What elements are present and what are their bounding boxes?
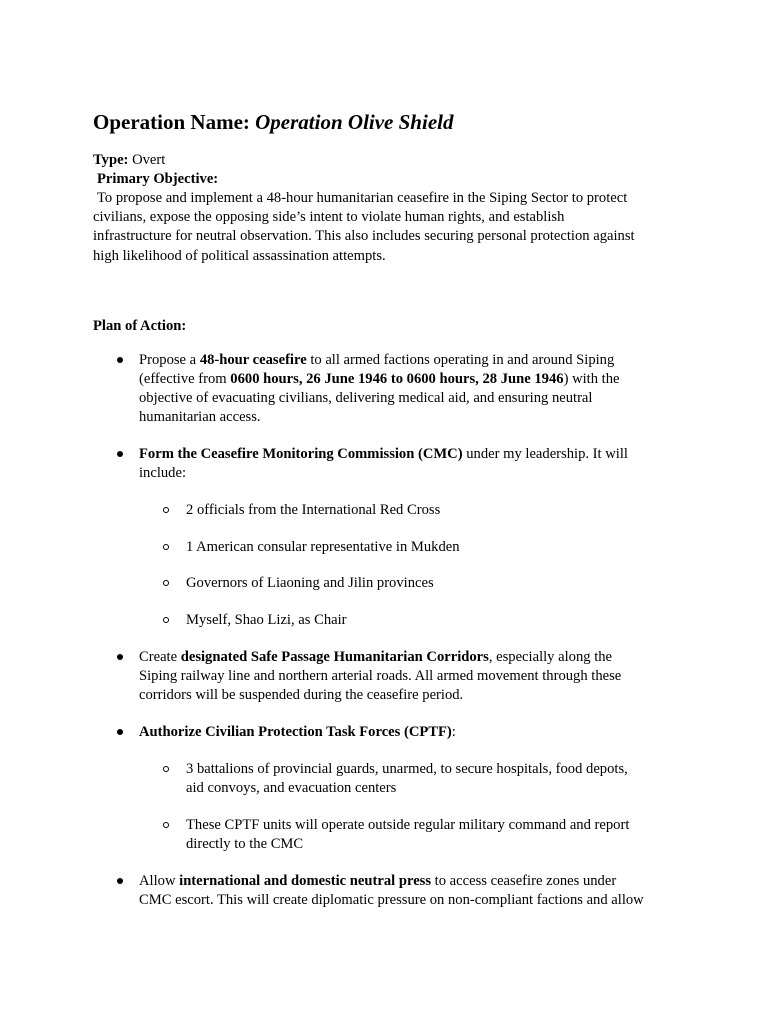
item5-line-1	[139, 872, 616, 891]
cmc-member-4: Myself, Shao Lizi, as Chair	[186, 612, 347, 628]
item2-line-1	[139, 445, 628, 464]
sub-bullet-icon	[163, 507, 169, 513]
objective-line-4: high likelihood of political assassination attempts.	[93, 248, 386, 264]
bullet-icon	[117, 654, 123, 660]
item1-text: Propose a	[139, 352, 200, 368]
item3-text: Create	[139, 649, 181, 665]
sub-bullet-icon	[163, 822, 169, 828]
item1-emphasis: 48-hour ceasefire	[199, 352, 307, 368]
item1-text: (effective from	[139, 371, 231, 387]
cptf-detail-1-line-2: aid convoys, and evacuation centers	[186, 780, 397, 796]
item3-line-3: corridors will be suspended during the ceasefire period.	[139, 687, 464, 703]
operation-name-label: Operation Name:	[93, 110, 250, 134]
objective-line-3: infrastructure for neutral observation. This also includes securing personal protection against	[93, 228, 635, 244]
type-value: Overt	[132, 152, 166, 168]
cptf-detail-2-line-2: directly to the CMC	[186, 836, 304, 852]
bullet-icon	[117, 451, 123, 457]
item5-emphasis: international and domestic neutral press	[179, 873, 432, 889]
item1-line-1	[139, 351, 614, 370]
item3-text: , especially along the	[488, 649, 613, 665]
item4-line-1	[139, 723, 456, 742]
type-line	[93, 151, 165, 170]
item3-emphasis: designated Safe Passage Humanitarian Corridors	[180, 649, 489, 665]
cptf-detail-2-line-1: These CPTF units will operate outside regular military command and report	[186, 817, 630, 833]
item2-emphasis: Form the Ceasefire Monitoring Commission (CMC)	[139, 446, 463, 462]
item3-line-1	[139, 648, 612, 667]
item1-text: to all armed factions operating in and around Siping	[306, 352, 615, 368]
item5-text: to access ceasefire zones under	[431, 873, 617, 889]
cmc-member-3: Governors of Liaoning and Jilin provinces	[186, 575, 434, 591]
sub-bullet-icon	[163, 617, 169, 623]
item1-line-4: humanitarian access.	[139, 409, 261, 425]
item4-text: :	[451, 724, 456, 740]
item1-dates: 0600 hours, 26 June 1946 to 0600 hours, 28 June 1946	[230, 371, 564, 387]
cmc-member-2: 1 American consular representative in Mukden	[186, 539, 460, 555]
objective-heading: Primary Objective:	[97, 171, 219, 187]
type-label: Type:	[93, 152, 129, 168]
item2-text: under my leadership. It will	[462, 446, 628, 462]
cmc-member-1: 2 officials from the International Red Cross	[186, 502, 441, 518]
item1-text: ) with the	[563, 371, 620, 387]
item3-line-2: Siping railway line and northern arterial roads. All armed movement through these	[139, 668, 622, 684]
item1-line-2	[139, 370, 620, 389]
item2-line-2: include:	[139, 465, 187, 481]
sub-bullet-icon	[163, 544, 169, 550]
item5-line-2: CMC escort. This will create diplomatic pressure on non-compliant factions and allow	[139, 892, 644, 908]
objective-line-2: civilians, expose the opposing side’s intent to violate human rights, and establish	[93, 209, 565, 225]
item1-line-3: objective of evacuating civilians, delivering medical aid, and ensuring neutral	[139, 390, 593, 406]
bullet-icon	[117, 729, 123, 735]
item4-emphasis: Authorize Civilian Protection Task Forces (CPTF)	[139, 724, 452, 740]
cptf-detail-1-line-1: 3 battalions of provincial guards, unarmed, to secure hospitals, food depots,	[186, 761, 628, 777]
sub-bullet-icon	[163, 766, 169, 772]
operation-title	[93, 109, 453, 135]
plan-heading: Plan of Action:	[93, 318, 187, 334]
operation-name-value: Operation Olive Shield	[255, 110, 454, 134]
bullet-icon	[117, 357, 123, 363]
sub-bullet-icon	[163, 580, 169, 586]
bullet-icon	[117, 878, 123, 884]
objective-line-1: To propose and implement a 48-hour humanitarian ceasefire in the Siping Sector to protect	[97, 190, 628, 206]
item5-text: Allow	[139, 873, 180, 889]
